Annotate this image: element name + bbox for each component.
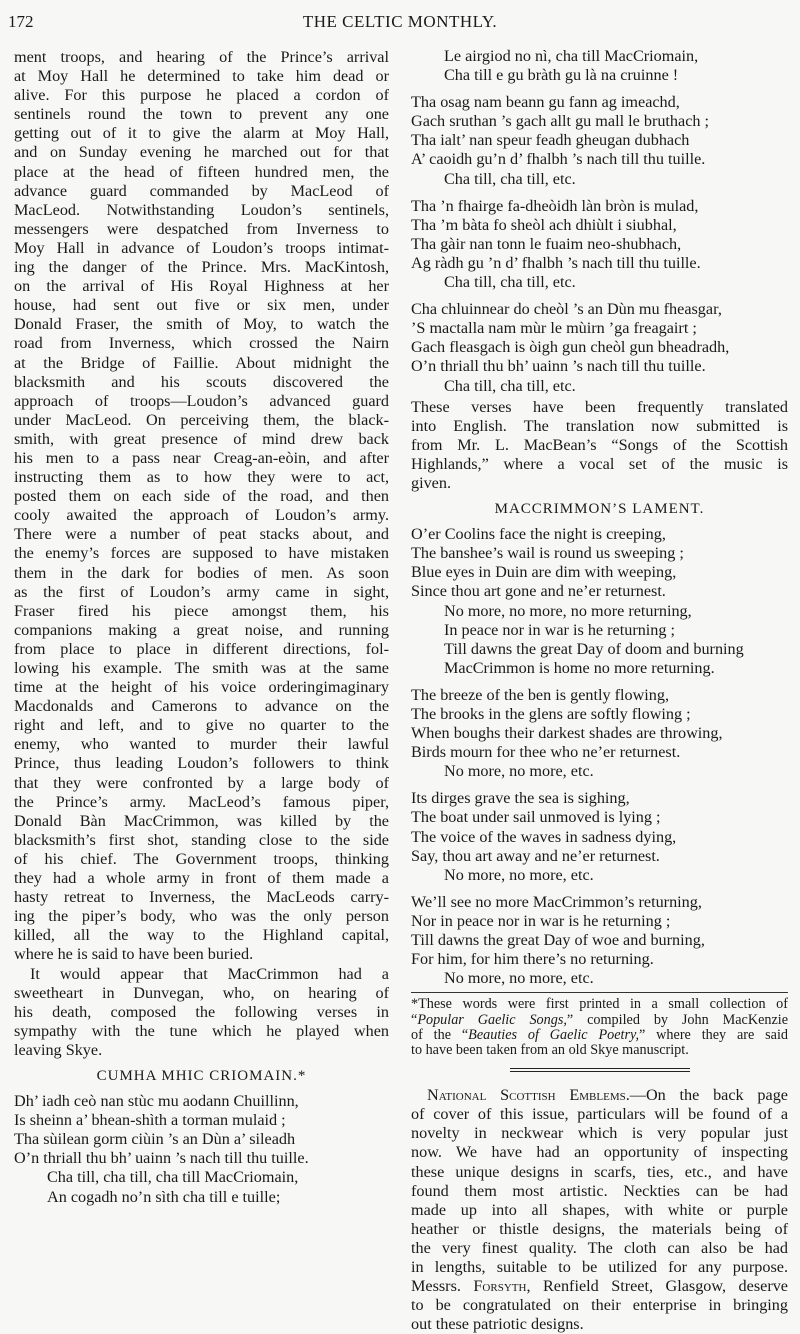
book-title: Beauties of Gaelic Poetry,: [468, 1026, 640, 1043]
verse-line: Tha ’n fhairge fa-dheòidh làn bròn is mulad,: [411, 196, 699, 215]
book-title: Popular Gaelic Songs,: [417, 1011, 567, 1028]
paragraph-line: getting out of it to give the alarm at Moy Hall,: [14, 124, 389, 143]
paragraph-line: Donald Bàn MacCrimmon, was killed by the: [14, 811, 389, 830]
lament-stanza-2: [411, 686, 788, 781]
verse-line: Blue eyes in Duin are dim with weeping,: [411, 563, 677, 582]
verse-line: Gach fleasgach is òigh gun cheòl gun bheadradh,: [411, 338, 730, 357]
paragraph-line: There were a number of peat stacks about, and: [14, 525, 389, 544]
paragraph-line: sentinels round the town to prevent any one: [14, 105, 389, 124]
paragraph-line: them in the dark for bodies of men. As soon: [14, 563, 389, 582]
paragraph-line: found them most artistic. Neckties can be had: [411, 1181, 788, 1200]
paragraph-line: [411, 1277, 788, 1296]
paragraph-line: house, had sent out five or six men, under: [14, 296, 389, 315]
paragraph-line: of his chief. The Government troops, thinking: [14, 849, 389, 868]
footnote-line: [411, 1028, 788, 1043]
paragraph-line: blacksmith’s first shot, standing close to the side: [14, 830, 389, 849]
paragraph-line: in lengths, suitable to be utilized for any purpose.: [411, 1257, 788, 1276]
verse-line: For him, for him there’s no returning.: [411, 950, 654, 969]
paragraph-line: hasty retreat to Inverness, the MacLeods carry-: [14, 888, 389, 907]
poem-title-gaelic: CUMHA MHIC CRIOMAIN.*: [96, 1067, 307, 1084]
verse-line: Till dawns the great Day of woe and burning,: [411, 931, 705, 950]
quote-mark: “: [411, 1011, 418, 1028]
paragraph-line: on the arrival of His Royal Highness at her: [14, 277, 389, 296]
verse-line: O’n thriall thu bh’ uainn ’s nach till thu tuille.: [411, 357, 706, 376]
translation-paragraph: [411, 398, 788, 493]
paragraph-line: sweetheart in Dunvegan, who, on hearing of: [14, 983, 389, 1002]
paragraph-line: road from Inverness, which crossed the Nairn: [14, 334, 389, 353]
verse-line: Since thou art gone and ne’er returnest.: [411, 582, 666, 601]
verse-line: Gach sruthan ’s gach allt gu mall le bruthach ;: [411, 112, 710, 131]
refrain-line: Cha till, cha till, etc.: [444, 273, 576, 292]
paragraph-line: instructing them as to how they were to act,: [14, 468, 389, 487]
verse-line: Birds mourn for thee who ne’er returnest.: [411, 743, 681, 762]
paragraph-line: that they were confronted by a large body of: [14, 773, 389, 792]
section-heading: National Scottish Emblems.: [427, 1086, 630, 1105]
paragraph-line: companions making a great noise, and running: [14, 620, 389, 639]
footnote: [411, 997, 788, 1058]
paragraph-line: and on Sunday evening he marched out for that: [14, 143, 389, 162]
verse-line: Tha ’m bàta fo sheòl ach dhiùlt i siubhal,: [411, 215, 677, 234]
paragraph-text: —On the back page: [629, 1086, 788, 1105]
paragraph-line: enemy, who wanted to murder their lawful: [14, 735, 389, 754]
footnote-line: *These words were first printed in a small collection of: [411, 996, 788, 1013]
paragraph-line: from Mr. L. MacBean’s “Songs of the Scottish: [411, 435, 788, 454]
footnote-text: ” compiled by John MacKenzie: [566, 1011, 789, 1028]
divider-line: [510, 1071, 690, 1072]
verse-line: Dh’ iadh ceò nan stùc mu aodann Chuillinn,: [14, 1092, 299, 1111]
paragraph-line: MacLeod. Notwithstanding Loudon’s sentinels,: [14, 200, 389, 219]
paragraph-line: made up into all shapes, with white or purple: [411, 1200, 788, 1219]
verse-line: Say, thou art away and ne’er returnest.: [411, 846, 660, 865]
paragraph-line: alive. For this purpose he placed a cordon of: [14, 86, 389, 105]
paragraph-line: leaving Skye.: [14, 1040, 103, 1059]
paragraph-line: place at the head of fifteen hundred men, the: [14, 162, 389, 181]
gaelic-stanza-4: [411, 300, 788, 395]
paragraph-line: time at the height of his voice orderingimaginary: [14, 678, 389, 697]
lament-stanza-1: [411, 525, 788, 678]
refrain-line: An cogadh no’n sìth cha till e tuille;: [47, 1187, 281, 1206]
refrain-line: Cha till e gu bràth gu là na cruinne !: [444, 66, 679, 85]
refrain-line: In peace nor in war is he returning ;: [444, 620, 676, 639]
paragraph-line: his death, composed the following verses in: [14, 1002, 389, 1021]
paragraph-line: Prince, thus leading Loudon’s followers to think: [14, 754, 389, 773]
verse-line: ’S mactalla nam mùr le mùirn ’ga freagairt ;: [411, 319, 697, 338]
paragraph-line: cooly awaited the approach of Loudon’s army.: [14, 506, 389, 525]
paragraph-line: they had a whole army in front of them made a: [14, 869, 389, 888]
verse-line: The voice of the waves in sadness dying,: [411, 827, 677, 846]
paragraph-text: Messrs.: [411, 1277, 474, 1296]
verse-line: The breeze of the ben is gently flowing,: [411, 685, 670, 704]
firm-name: Forsyth: [473, 1277, 527, 1296]
paragraph-line: These verses have been frequently translated: [411, 397, 788, 416]
verse-line: Tha gàir nan tonn le fuaim neo-shubhach,: [411, 234, 682, 253]
refrain-line: MacCrimmon is home no more returning.: [444, 658, 715, 677]
paragraph-line: advance guard commanded by MacLeod of: [14, 181, 389, 200]
paragraph-line: where he is said to have been buried.: [14, 945, 254, 964]
verse-line: Nor in peace nor in war is he returning ;: [411, 911, 671, 930]
right-column: [411, 48, 788, 1334]
paragraph-line: blacksmith and his scouts discovered the: [14, 372, 389, 391]
verse-line: Tha sùilean gorm ciùin ’s an Dùn a’ sileadh: [14, 1130, 296, 1149]
refrain-line: Cha till, cha till, etc.: [444, 376, 576, 395]
paragraph-line: at the Bridge of Faillie. About midnight the: [14, 353, 389, 372]
page-number: 172: [8, 12, 34, 31]
paragraph-line: his men to a pass near Creag-an-eòin, and after: [14, 448, 389, 467]
paragraph-line: heather or thistle designs, the materials being of: [411, 1219, 788, 1238]
paragraph-line: killed, all the way to the Highland capital,: [14, 926, 389, 945]
verse-line: Its dirges grave the sea is sighing,: [411, 789, 630, 808]
paragraph-line: now. We have had an opportunity of inspecting: [411, 1143, 788, 1162]
refrain-line: No more, no more, etc.: [444, 865, 594, 884]
lament-stanza-4: [411, 893, 788, 988]
paragraph-line: the enemy’s forces are supposed to have mistaken: [14, 544, 389, 563]
paragraph-line: the very finest quality. The cloth can also be had: [411, 1238, 788, 1257]
paragraph-line: posted them on each side of the road, and then: [14, 487, 389, 506]
verse-line: Is sheinn a’ bhean-shìth a torman mulaid ;: [14, 1111, 286, 1130]
refrain-line: Le airgiod no nì, cha till MacCriomain,: [444, 47, 699, 65]
left-column: [14, 48, 389, 1215]
paragraph-line: sympathy with the tune which he played when: [14, 1021, 389, 1040]
paragraph-line: under MacLeod. On perceiving them, the black-: [14, 410, 389, 429]
paragraph-line: approach of troops—Loudon’s advanced guard: [14, 391, 389, 410]
section-divider: [510, 1068, 690, 1072]
verse-line: The banshee’s wail is round us sweeping ;: [411, 544, 684, 563]
emblems-paragraph: [411, 1086, 788, 1334]
paragraph-line: It would appear that MacCrimmon had a: [30, 964, 389, 983]
paragraph-line: Macdonalds and Camerons to advance on the: [14, 697, 389, 716]
verse-line: O’er Coolins face the night is creeping,: [411, 525, 666, 544]
paragraph-line: Highlands,” where a vocal set of the music is: [411, 454, 788, 473]
paragraph-line: from place to place in different directions, fol-: [14, 639, 389, 658]
paragraph-line: of cover of this issue, particulars will be found of a: [411, 1105, 788, 1124]
paragraph-text: , Renfield Street, Glasgow, deserve: [526, 1277, 788, 1296]
footnote-rule: [411, 992, 788, 993]
verse-line: Ag ràdh gu ’n d’ fhalbh ’s nach till thu tuille.: [411, 253, 701, 272]
verse-line: Tha ialt’ nan speur feadh gheugan dubhach: [411, 131, 690, 150]
gaelic-stanza-2: [411, 93, 788, 188]
verse-line: Tha osag nam beann gu fann ag imeachd,: [411, 93, 680, 112]
footnote-text: ” where they are said: [639, 1026, 789, 1043]
narrative-paragraph: [14, 48, 389, 965]
verse-line: When boughs their darkest shades are throwing,: [411, 724, 723, 743]
paragraph-line: Fraser fired his piece amongst them, his: [14, 601, 389, 620]
paragraph-line: ing the piper’s body, who was the only person: [14, 907, 389, 926]
paragraph-line: Donald Fraser, the smith of Moy, to watch the: [14, 315, 389, 334]
refrain-line: No more, no more, etc.: [444, 969, 594, 988]
verse-line: O’n thriall thu bh’ uainn ’s nach till thu tuille.: [14, 1149, 309, 1168]
paragraph-line: ment troops, and hearing of the Prince’s arrival: [14, 48, 389, 66]
running-head: [0, 12, 800, 34]
gaelic-stanza-3: [411, 197, 788, 292]
lament-stanza-3: [411, 789, 788, 884]
paragraph-line: smith, with great presence of mind drew back: [14, 429, 389, 448]
paragraph-line: out these patriotic designs.: [411, 1315, 584, 1334]
paragraph-line: messengers were despatched from Inverness to: [14, 219, 389, 238]
paragraph-line: ing the danger of the Prince. Mrs. MacKintosh,: [14, 258, 389, 277]
paragraph-line: Moy Hall in advance of Loudon’s troops intimat-: [14, 238, 389, 257]
verse-line: We’ll see no more MacCrimmon’s returning,: [411, 892, 702, 911]
verse-line: Cha chluinnear do cheòl ’s an Dùn mu fheasgar,: [411, 300, 722, 319]
paragraph-line: into English. The translation now submitted is: [411, 416, 788, 435]
paragraph-line: the Prince’s army. MacLeod’s famous piper,: [14, 792, 389, 811]
paragraph-line: given.: [411, 473, 452, 492]
refrain-line: Cha till, cha till, cha till MacCriomain,: [47, 1168, 299, 1187]
paragraph-line: [411, 1086, 788, 1105]
paragraph-line: right and left, and to give no quarter to the: [14, 716, 389, 735]
footnote-text: of the “: [411, 1026, 469, 1043]
paragraph-line: as the first of Loudon’s army came in sight,: [14, 582, 389, 601]
poem-title-english: MACCRIMMON’S LAMENT.: [494, 501, 705, 518]
verse-line: A’ caoidh gu’n d’ fhalbh ’s nach till thu tuille.: [411, 150, 706, 169]
verse-line: The brooks in the glens are softly flowing ;: [411, 705, 691, 723]
refrain-line: Till dawns the great Day of doom and burning: [444, 639, 744, 658]
footnote-line: [411, 1013, 788, 1028]
gaelic-refrain-continued: [411, 47, 788, 85]
paragraph-line: to be congratulated on their enterprise in bringing: [411, 1296, 788, 1315]
refrain-line: Cha till, cha till, etc.: [444, 169, 576, 188]
footnote-line: to have been taken from an old Skye manuscript.: [411, 1041, 689, 1058]
paragraph-line: lowing his example. The smith was at the same: [14, 659, 389, 677]
paragraph-line: these unique designs in scarfs, ties, etc., and have: [411, 1162, 788, 1181]
divider-line: [510, 1068, 690, 1069]
paragraph-line: at Moy Hall he determined to take him dead or: [14, 67, 389, 86]
verse-line: The boat under sail unmoved is lying ;: [411, 808, 661, 827]
refrain-line: No more, no more, etc.: [444, 762, 594, 781]
sweetheart-paragraph: [14, 965, 389, 1060]
paragraph-line: novelty in neckwear which is very popular just: [411, 1124, 788, 1143]
refrain-line: No more, no more, no more returning,: [444, 601, 692, 620]
journal-title: THE CELTIC MONTHLY.: [302, 12, 498, 31]
gaelic-stanza-1: [14, 1092, 389, 1207]
